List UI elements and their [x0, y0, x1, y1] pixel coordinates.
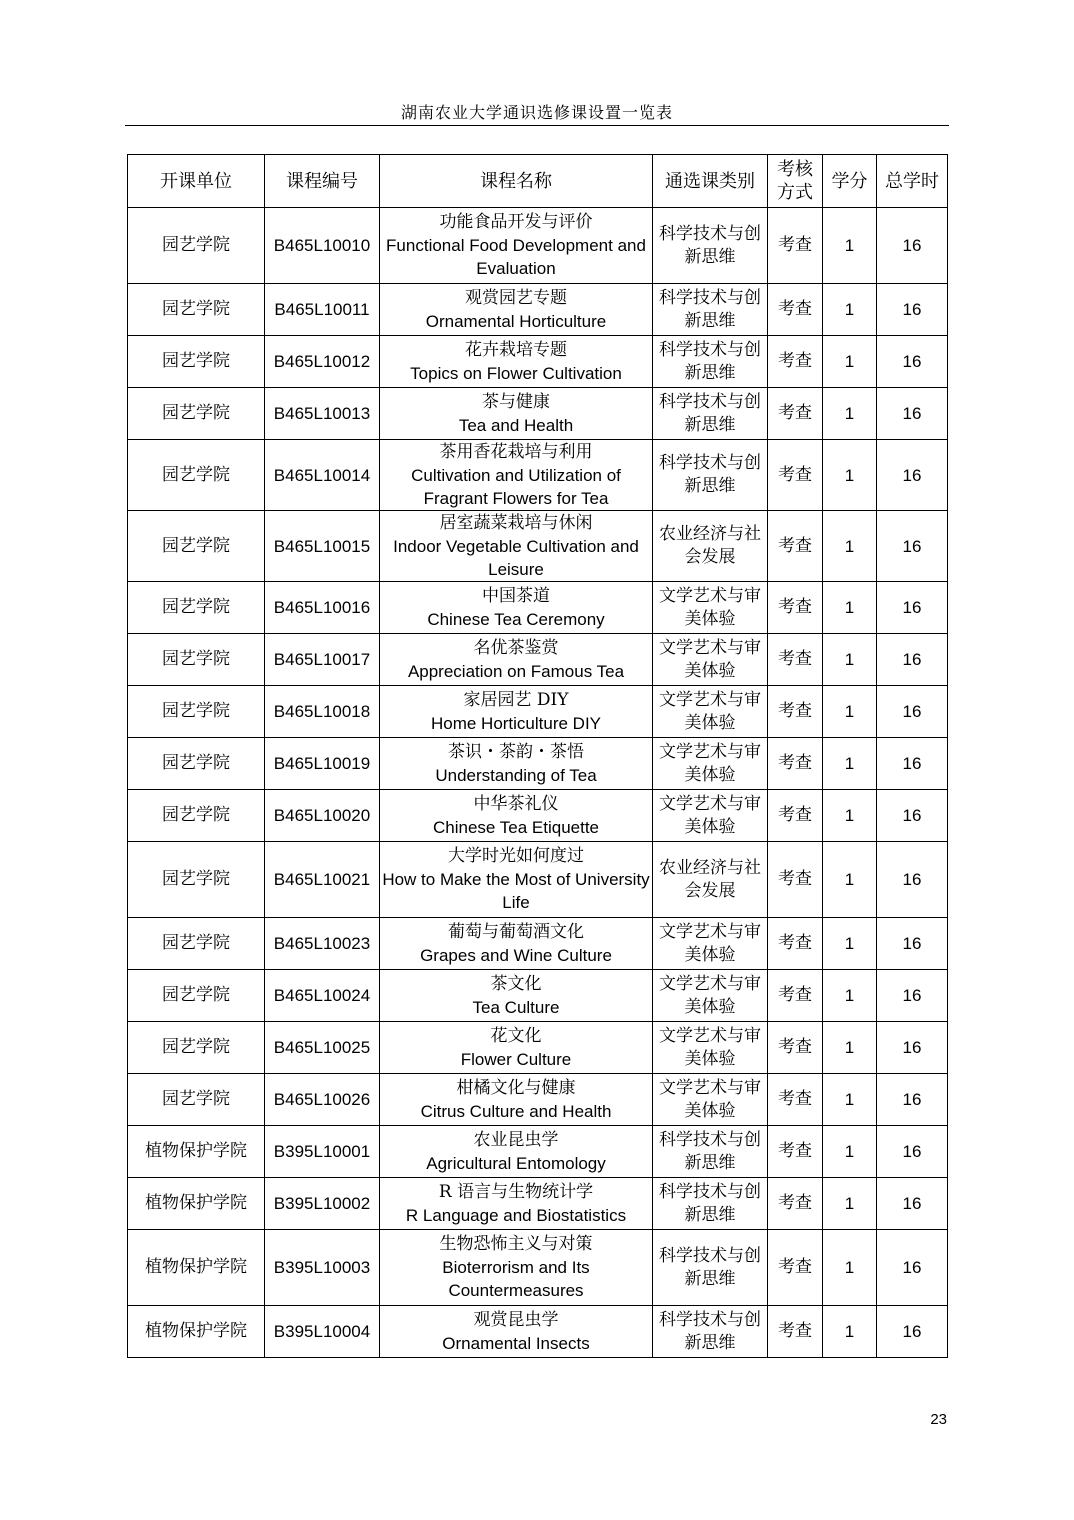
course-name-en: Appreciation on Famous Tea [407, 661, 625, 681]
cell-category: 科学技术与创新思维 [653, 388, 768, 440]
cell-hours: 16 [877, 1230, 948, 1306]
course-name-en: Grapes and Wine Culture [420, 945, 612, 965]
cell-credits: 1 [823, 388, 877, 440]
cell-code: B465L10025 [265, 1022, 380, 1074]
cell-category: 文学艺术与审美体验 [653, 686, 768, 738]
cell-category: 文学艺术与审美体验 [653, 634, 768, 686]
course-name-en: Chinese Tea Etiquette [432, 817, 600, 837]
cell-category: 科学技术与创新思维 [653, 284, 768, 336]
cell-hours: 16 [877, 511, 948, 582]
cell-category: 科学技术与创新思维 [653, 1126, 768, 1178]
cell-course-name [380, 738, 653, 790]
cell-category: 文学艺术与审美体验 [653, 582, 768, 634]
cell-code: B465L10020 [265, 790, 380, 842]
cell-unit: 园艺学院 [128, 388, 265, 440]
cell-category: 科学技术与创新思维 [653, 336, 768, 388]
course-table [127, 154, 948, 1358]
cell-code: B395L10004 [265, 1306, 380, 1358]
cell-code: B465L10017 [265, 634, 380, 686]
cell-course-name [380, 1230, 653, 1306]
course-name-zh: 观赏昆虫学 [473, 1309, 559, 1330]
course-name-zh: 大学时光如何度过 [448, 846, 584, 866]
course-name-en: Bioterrorism and Its Countermeasures [442, 1258, 590, 1300]
table-row [128, 284, 948, 336]
cell-hours: 16 [877, 1126, 948, 1178]
table-row [128, 1178, 948, 1230]
cell-course-name [380, 208, 653, 284]
header-name: 课程名称 [380, 155, 653, 208]
cell-credits: 1 [823, 284, 877, 336]
cell-hours: 16 [877, 842, 948, 918]
cell-code: B465L10014 [265, 440, 380, 511]
cell-hours: 16 [877, 1074, 948, 1126]
course-name-zh: 花卉栽培专题 [465, 339, 567, 360]
cell-unit: 园艺学院 [128, 970, 265, 1022]
table-header-row [128, 155, 948, 208]
table-row [128, 1022, 948, 1074]
cell-exam: 考查 [768, 842, 823, 918]
course-name-en: Chinese Tea Ceremony [427, 609, 605, 629]
cell-unit: 园艺学院 [128, 1022, 265, 1074]
cell-unit: 植物保护学院 [128, 1126, 265, 1178]
cell-exam: 考查 [768, 388, 823, 440]
cell-unit: 园艺学院 [128, 208, 265, 284]
cell-hours: 16 [877, 918, 948, 970]
course-name-en: Cultivation and Utilization of Fragrant Flowers for Tea [411, 465, 621, 508]
cell-category: 科学技术与创新思维 [653, 1306, 768, 1358]
course-name-zh: 茶识・茶韵・茶悟 [448, 741, 584, 762]
cell-code: B465L10019 [265, 738, 380, 790]
course-name-zh: 观赏园艺专题 [465, 287, 567, 308]
table-row [128, 440, 948, 511]
cell-hours: 16 [877, 1306, 948, 1358]
cell-credits: 1 [823, 1178, 877, 1230]
table-row [128, 738, 948, 790]
cell-credits: 1 [823, 634, 877, 686]
table-row [128, 1306, 948, 1358]
cell-code: B465L10015 [265, 511, 380, 582]
cell-credits: 1 [823, 1230, 877, 1306]
cell-exam: 考查 [768, 790, 823, 842]
course-name-zh: 花文化 [490, 1025, 542, 1046]
cell-credits: 1 [823, 336, 877, 388]
cell-course-name [380, 634, 653, 686]
cell-hours: 16 [877, 970, 948, 1022]
cell-unit: 园艺学院 [128, 918, 265, 970]
cell-code: B465L10011 [265, 284, 380, 336]
course-name-en: R Language and Biostatistics [405, 1205, 627, 1225]
table-row [128, 790, 948, 842]
table-row [128, 970, 948, 1022]
course-name-zh: 葡萄与葡萄酒文化 [448, 921, 584, 942]
table-row [128, 634, 948, 686]
course-name-zh: 茶文化 [490, 973, 542, 994]
page-header-title: 湖南农业大学通识选修课设置一览表 [400, 103, 673, 122]
cell-course-name [380, 1178, 653, 1230]
cell-exam: 考查 [768, 1230, 823, 1306]
table-row [128, 511, 948, 582]
table-row [128, 1126, 948, 1178]
course-name-zh: R 语言与生物统计学 [438, 1181, 594, 1202]
cell-exam: 考查 [768, 511, 823, 582]
cell-code: B395L10002 [265, 1178, 380, 1230]
course-name-en: How to Make the Most of University Life [382, 870, 650, 912]
cell-exam: 考查 [768, 970, 823, 1022]
cell-unit: 园艺学院 [128, 738, 265, 790]
course-name-en: Ornamental Horticulture [425, 311, 607, 331]
cell-course-name [380, 440, 653, 511]
cell-exam: 考查 [768, 686, 823, 738]
cell-exam: 考查 [768, 738, 823, 790]
table-row [128, 1074, 948, 1126]
cell-exam: 考查 [768, 1074, 823, 1126]
cell-course-name [380, 970, 653, 1022]
table-row [128, 918, 948, 970]
course-name-en: Tea Culture [472, 997, 560, 1017]
table-row [128, 842, 948, 918]
cell-code: B395L10003 [265, 1230, 380, 1306]
cell-category: 文学艺术与审美体验 [653, 970, 768, 1022]
cell-category: 文学艺术与审美体验 [653, 738, 768, 790]
cell-credits: 1 [823, 686, 877, 738]
cell-course-name [380, 511, 653, 582]
cell-exam: 考查 [768, 1178, 823, 1230]
course-name-zh: 居室蔬菜栽培与休闲 [439, 512, 593, 533]
cell-code: B465L10010 [265, 208, 380, 284]
cell-category: 科学技术与创新思维 [653, 208, 768, 284]
cell-unit: 植物保护学院 [128, 1178, 265, 1230]
course-name-en: Citrus Culture and Health [420, 1101, 612, 1121]
cell-code: B465L10016 [265, 582, 380, 634]
cell-hours: 16 [877, 790, 948, 842]
cell-unit: 植物保护学院 [128, 1230, 265, 1306]
cell-category: 农业经济与社会发展 [653, 842, 768, 918]
cell-credits: 1 [823, 440, 877, 511]
course-name-zh: 柑橘文化与健康 [456, 1077, 576, 1098]
header-code: 课程编号 [265, 155, 380, 208]
cell-course-name [380, 842, 653, 918]
cell-category: 科学技术与创新思维 [653, 1178, 768, 1230]
cell-hours: 16 [877, 1178, 948, 1230]
cell-course-name [380, 1306, 653, 1358]
course-name-zh: 名优茶鉴赏 [473, 637, 559, 658]
cell-hours: 16 [877, 582, 948, 634]
course-name-en: Tea and Health [458, 415, 574, 435]
course-name-en: Ornamental Insects [442, 1333, 590, 1353]
cell-credits: 1 [823, 208, 877, 284]
course-name-zh: 家居园艺 DIY [463, 689, 569, 710]
cell-unit: 园艺学院 [128, 284, 265, 336]
cell-exam: 考查 [768, 284, 823, 336]
table-row [128, 582, 948, 634]
course-name-zh: 茶用香花栽培与利用 [439, 441, 593, 462]
table-row [128, 388, 948, 440]
cell-category: 文学艺术与审美体验 [653, 790, 768, 842]
cell-hours: 16 [877, 634, 948, 686]
course-name-zh: 功能食品开发与评价 [439, 212, 593, 232]
cell-code: B465L10013 [265, 388, 380, 440]
cell-code: B465L10012 [265, 336, 380, 388]
cell-hours: 16 [877, 336, 948, 388]
cell-exam: 考查 [768, 1126, 823, 1178]
header-exam: 考核方式 [768, 155, 823, 208]
cell-hours: 16 [877, 284, 948, 336]
cell-course-name [380, 1074, 653, 1126]
header-credits: 学分 [823, 155, 877, 208]
course-name-en: Flower Culture [460, 1049, 572, 1069]
cell-exam: 考查 [768, 208, 823, 284]
cell-code: B465L10018 [265, 686, 380, 738]
course-name-zh: 中华茶礼仪 [473, 793, 559, 814]
cell-course-name [380, 1126, 653, 1178]
cell-course-name [380, 284, 653, 336]
course-name-zh: 茶与健康 [482, 391, 550, 412]
cell-credits: 1 [823, 582, 877, 634]
cell-exam: 考查 [768, 634, 823, 686]
course-name-en: Topics on Flower Cultivation [410, 363, 622, 383]
cell-unit: 园艺学院 [128, 790, 265, 842]
course-name-en: Indoor Vegetable Cultivation and Leisure [393, 536, 639, 579]
cell-unit: 园艺学院 [128, 440, 265, 511]
cell-credits: 1 [823, 842, 877, 918]
cell-course-name [380, 582, 653, 634]
table-row [128, 1230, 948, 1306]
course-name-en: Agricultural Entomology [426, 1153, 606, 1173]
cell-unit: 园艺学院 [128, 686, 265, 738]
cell-credits: 1 [823, 970, 877, 1022]
cell-unit: 园艺学院 [128, 511, 265, 582]
cell-credits: 1 [823, 790, 877, 842]
cell-category: 文学艺术与审美体验 [653, 1022, 768, 1074]
cell-hours: 16 [877, 1022, 948, 1074]
cell-credits: 1 [823, 1126, 877, 1178]
cell-category: 科学技术与创新思维 [653, 440, 768, 511]
cell-code: B465L10026 [265, 1074, 380, 1126]
cell-category: 农业经济与社会发展 [653, 511, 768, 582]
cell-credits: 1 [823, 918, 877, 970]
cell-hours: 16 [877, 208, 948, 284]
cell-exam: 考查 [768, 440, 823, 511]
header-unit: 开课单位 [128, 155, 265, 208]
cell-unit: 园艺学院 [128, 582, 265, 634]
course-name-zh: 生物恐怖主义与对策 [439, 1234, 593, 1254]
header-rule [125, 125, 949, 126]
course-name-zh: 中国茶道 [482, 585, 550, 606]
course-name-zh: 农业昆虫学 [473, 1129, 559, 1150]
course-name-en: Home Horticulture DIY [430, 713, 602, 733]
table-row [128, 208, 948, 284]
cell-unit: 园艺学院 [128, 634, 265, 686]
cell-course-name [380, 388, 653, 440]
cell-unit: 植物保护学院 [128, 1306, 265, 1358]
course-name-en: Understanding of Tea [435, 765, 597, 785]
cell-code: B395L10001 [265, 1126, 380, 1178]
page-number: 23 [930, 1411, 947, 1428]
cell-course-name [380, 790, 653, 842]
table-row [128, 336, 948, 388]
cell-category: 文学艺术与审美体验 [653, 1074, 768, 1126]
header-category: 通选课类别 [653, 155, 768, 208]
cell-exam: 考查 [768, 582, 823, 634]
cell-credits: 1 [823, 1306, 877, 1358]
cell-unit: 园艺学院 [128, 336, 265, 388]
cell-code: B465L10023 [265, 918, 380, 970]
cell-credits: 1 [823, 1074, 877, 1126]
course-name-en: Functional Food Development and Evaluation [386, 236, 646, 278]
cell-exam: 考查 [768, 918, 823, 970]
cell-exam: 考查 [768, 1306, 823, 1358]
cell-course-name [380, 918, 653, 970]
cell-hours: 16 [877, 388, 948, 440]
cell-credits: 1 [823, 1022, 877, 1074]
cell-course-name [380, 336, 653, 388]
table-row [128, 686, 948, 738]
header-hours: 总学时 [877, 155, 948, 208]
cell-unit: 园艺学院 [128, 842, 265, 918]
cell-code: B465L10021 [265, 842, 380, 918]
cell-credits: 1 [823, 511, 877, 582]
cell-course-name [380, 686, 653, 738]
cell-category: 科学技术与创新思维 [653, 1230, 768, 1306]
cell-code: B465L10024 [265, 970, 380, 1022]
cell-exam: 考查 [768, 336, 823, 388]
cell-hours: 16 [877, 686, 948, 738]
cell-credits: 1 [823, 738, 877, 790]
cell-course-name [380, 1022, 653, 1074]
cell-hours: 16 [877, 738, 948, 790]
cell-unit: 园艺学院 [128, 1074, 265, 1126]
cell-exam: 考查 [768, 1022, 823, 1074]
cell-hours: 16 [877, 440, 948, 511]
cell-category: 文学艺术与审美体验 [653, 918, 768, 970]
